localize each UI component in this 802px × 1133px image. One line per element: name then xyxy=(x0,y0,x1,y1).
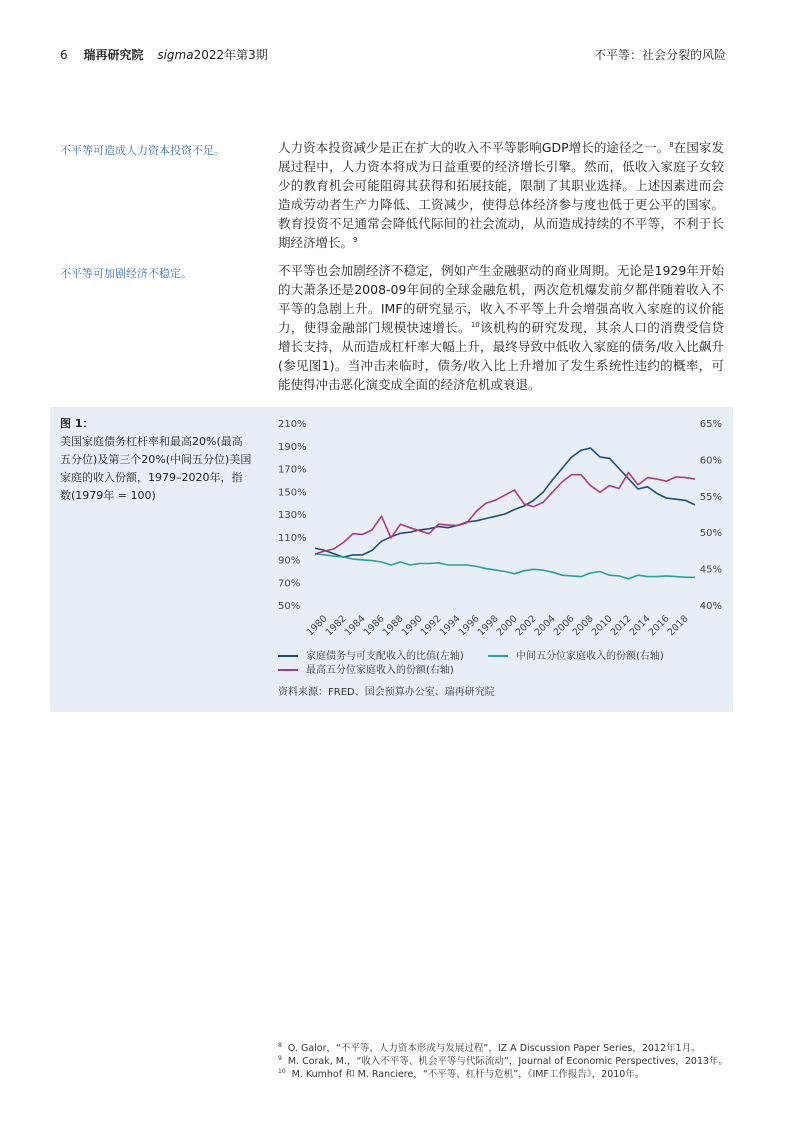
series-line-0 xyxy=(315,448,695,557)
paragraph-text: 在国家发展过程中，人力资本将成为日益重要的经济增长引擎。然而，低收入家庭子女较少的教育机会可能阻碍其获得和拓展技能，限制了其职业选择。上述因素进而会造成劳动者生产力降低、工资减少，使得总体经济参与度也低于更公平的国家。教育投资不足通常会降低代际间的社会流动，从而造成持续的不平等，不利于长期经济增长。 xyxy=(278,140,724,250)
x-tick-label: 2016 xyxy=(646,613,672,639)
x-tick-label: 2000 xyxy=(494,613,520,639)
x-tick-label: 2002 xyxy=(513,613,539,639)
y-right-tick-label: 50% xyxy=(699,528,722,540)
legend-item-top xyxy=(278,661,454,676)
footnote-ref[interactable]: 10 xyxy=(470,320,480,329)
figure-label: 图 1： xyxy=(60,417,94,430)
paragraph-human-capital xyxy=(278,138,724,252)
y-right-tick-label: 45% xyxy=(699,564,722,576)
x-tick-label: 1998 xyxy=(475,613,501,639)
figure-source: 资料来源：FRED、国会预算办公室、瑞再研究院 xyxy=(278,687,495,698)
x-tick-label: 1994 xyxy=(437,613,463,639)
legend-swatch xyxy=(278,669,298,671)
y-left-tick-label: 210% xyxy=(278,419,307,430)
footnote-number: 9 xyxy=(278,1054,282,1062)
paragraph-instability xyxy=(278,261,724,394)
y-right-tick-label: 40% xyxy=(699,601,722,612)
figure-1 xyxy=(50,407,733,712)
side-note-instability: 不平等可加剧经济不稳定。 xyxy=(60,267,192,280)
section-title: 不平等：社会分裂的风险 xyxy=(593,48,726,62)
footnotes xyxy=(278,1042,748,1081)
y-left-tick-label: 70% xyxy=(278,578,301,590)
x-tick-label: 2010 xyxy=(589,613,615,639)
x-tick-label: 2006 xyxy=(551,613,577,639)
side-note-human-capital: 不平等可造成人力资本投资不足。 xyxy=(60,144,225,157)
paragraph-text: 不平等也会加剧经济不稳定，例如产生金融驱动的商业周期。无论是1929年开始的大萧条还是2008-09年间的全球金融危机，两次危机爆发前夕都伴随着收入不平等的急剧上升。IMF的研究显示，收入不平等上升会增强高收入家庭的议价能力，使得金融部门规模快速增长。 xyxy=(278,263,724,335)
x-tick-label: 1986 xyxy=(361,613,387,639)
legend-label: 中间五分位家庭收入的份额(右轴) xyxy=(516,651,664,662)
legend-item-debt xyxy=(278,647,464,662)
legend-swatch xyxy=(278,655,298,657)
y-left-tick-label: 50% xyxy=(278,601,301,612)
publication-sigma: sigma xyxy=(157,48,194,62)
x-tick-label: 1982 xyxy=(323,613,349,639)
page-header xyxy=(60,46,726,66)
y-right-tick-label: 65% xyxy=(699,419,722,430)
legend-label: 家庭债务与可支配收入的比值(左轴) xyxy=(306,651,464,662)
paragraph-text: 人力资本投资减少是正在扩大的收入不平等影响GDP增长的途径之一。 xyxy=(278,140,670,155)
y-left-tick-label: 190% xyxy=(278,441,307,453)
paragraph-text: 该机构的研究发现，其余人口的消费受信贷增长支持，从而造成杠杆率大幅上升，最终导致中低收入家庭的债务/收入比飙升(参见图1)。当冲击来临时，债务/收入比上升增加了发生系统性违约的概率，可能使得冲击恶化演变成全面的经济危机或衰退。 xyxy=(278,320,724,392)
footnote-9 xyxy=(278,1055,748,1068)
y-left-tick-label: 110% xyxy=(278,532,307,544)
x-tick-label: 1980 xyxy=(304,613,330,639)
publication-issue: 2022年第3期 xyxy=(193,48,268,62)
footnote-text: M. Kumhof 和 M. Ranciere，“不平等、杠杆与危机”，《IMF工作报告》，2010年。 xyxy=(291,1069,645,1080)
x-tick-label: 1984 xyxy=(342,613,368,639)
footnote-number: 10 xyxy=(278,1067,286,1075)
y-left-tick-label: 130% xyxy=(278,510,307,521)
page-number: 6 xyxy=(60,48,68,62)
footnote-text: O. Galor，“不平等、人力资本形成与发展过程”，IZ A Discussion Paper Series，2012年1月。 xyxy=(287,1043,701,1054)
brand-name: 瑞再研究院 xyxy=(83,48,144,62)
footnote-ref[interactable]: 9 xyxy=(353,235,358,244)
x-tick-label: 2004 xyxy=(532,613,558,639)
x-tick-label: 2012 xyxy=(608,613,634,639)
footnote-8 xyxy=(278,1042,748,1055)
series-line-1 xyxy=(315,554,695,579)
x-tick-label: 2014 xyxy=(627,613,653,639)
header-left xyxy=(60,46,268,63)
y-left-tick-label: 90% xyxy=(278,555,301,567)
x-tick-label: 1996 xyxy=(456,613,482,639)
footnote-text: M. Corak, M.，“收入不平等、机会平等与代际流动”，Journal of Economic Perspectives，2013年。 xyxy=(287,1056,729,1067)
footnote-number: 8 xyxy=(278,1041,282,1049)
x-tick-label: 1988 xyxy=(380,613,406,639)
legend-swatch xyxy=(488,655,508,657)
x-tick-label: 1990 xyxy=(399,613,425,639)
y-right-tick-label: 55% xyxy=(699,491,722,503)
x-tick-label: 1992 xyxy=(418,613,444,639)
legend-item-middle xyxy=(488,647,664,662)
figure-caption: 美国家庭债务杠杆率和最高20%(最高五分位)及第三个20%(中间五分位)美国家庭的收入份额，1979–2020年，指数(1979年 = 100) xyxy=(60,435,252,502)
legend-label: 最高五分位家庭收入的份额(右轴) xyxy=(306,665,454,676)
footnote-ref[interactable]: 8 xyxy=(669,140,674,149)
x-tick-label: 2018 xyxy=(665,613,691,639)
y-left-tick-label: 170% xyxy=(278,464,307,476)
x-tick-label: 2008 xyxy=(570,613,596,639)
y-right-tick-label: 60% xyxy=(699,455,722,467)
y-left-tick-label: 150% xyxy=(278,487,307,499)
footnote-10 xyxy=(278,1068,748,1081)
